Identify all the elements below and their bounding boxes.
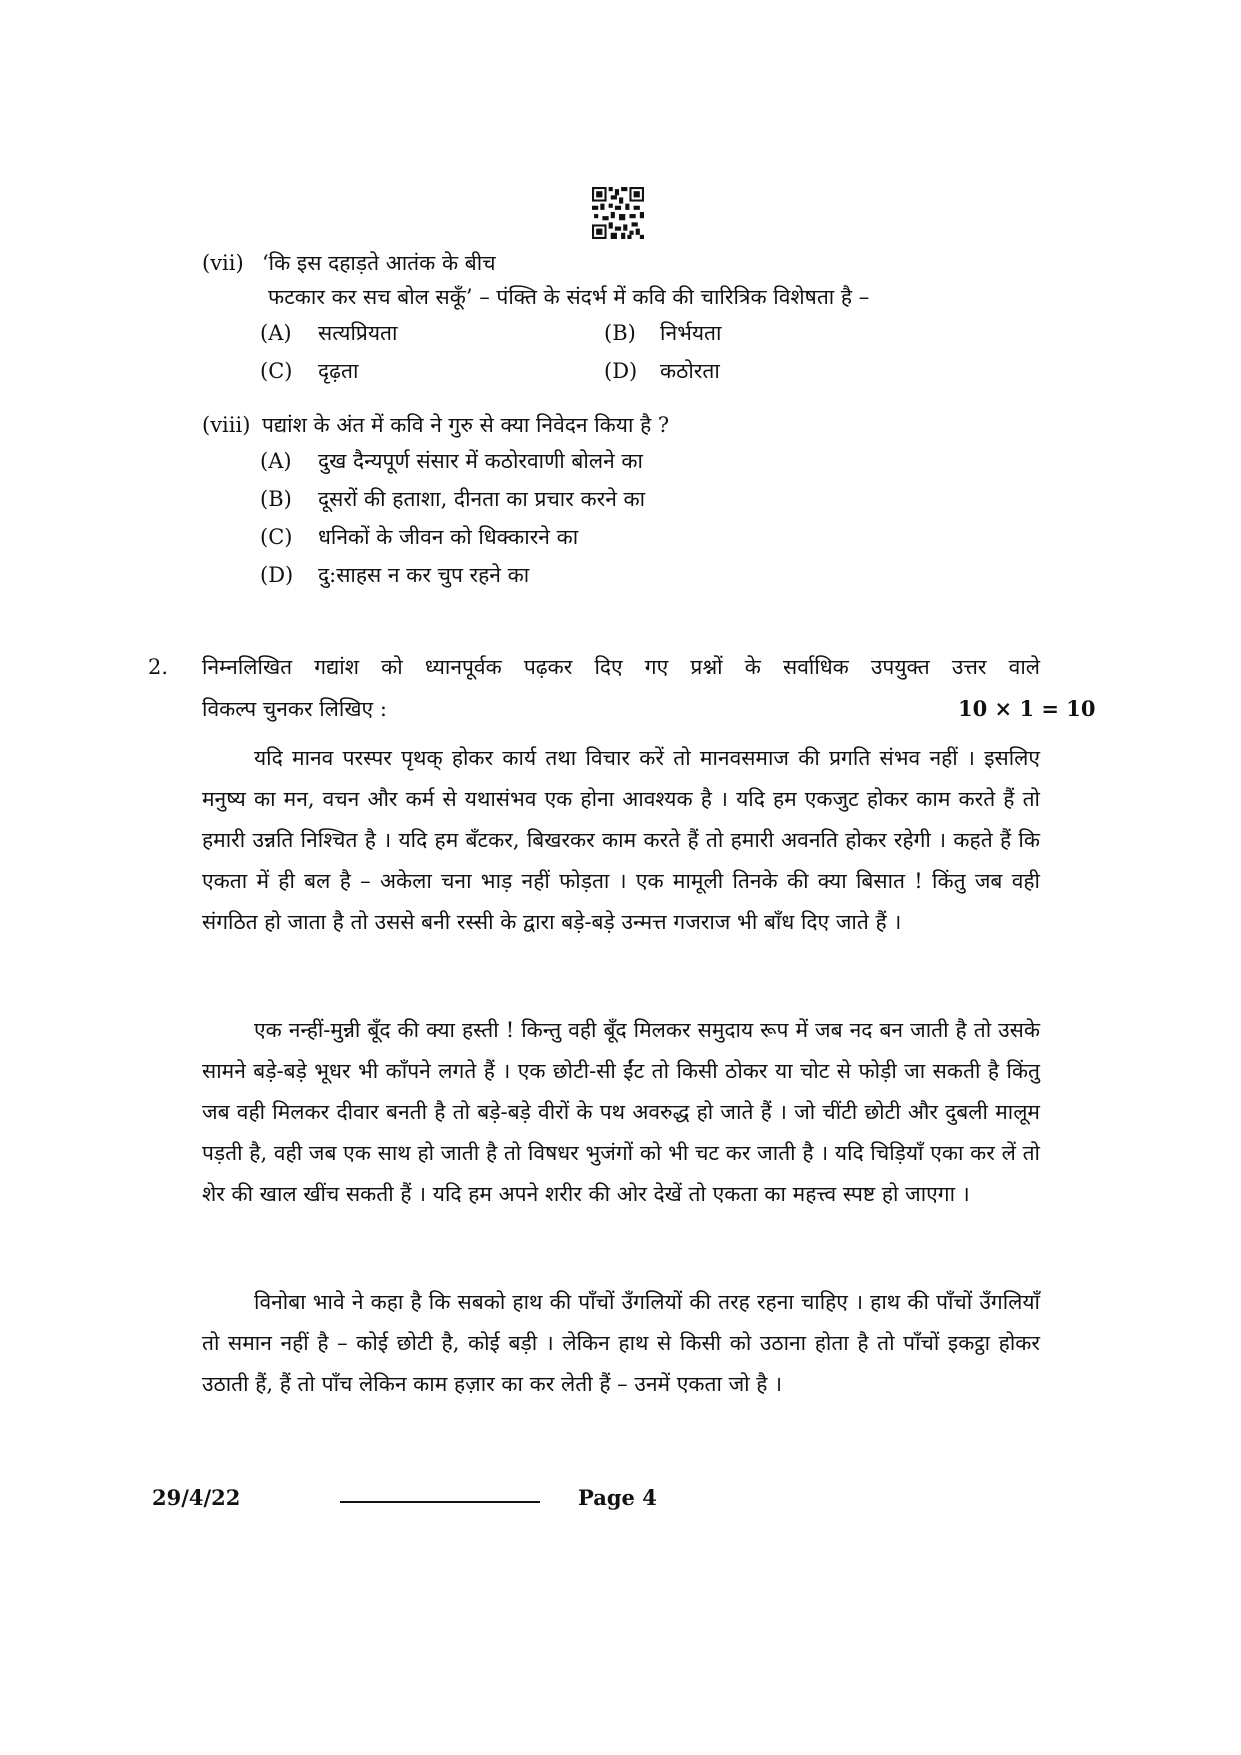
option-text: दु:साहस न कर चुप रहने का xyxy=(318,563,530,587)
passage-paragraph-3: विनोबा भावे ने कहा है कि सबको हाथ की पाँचों उँगलियों की तरह रहना चाहिए । हाथ की पाँचों उँगलियाँ तो समान नहीं है – कोई छोटी है, कोई बड़ी । लेकिन हाथ से किसी को उठाना होता है तो पाँचों इकट्ठा होकर उठाती हैं, हैं तो पाँच लेकिन काम हज़ार का कर लेती हैं – उनमें एकता जो है । xyxy=(202,1290,1040,1396)
option-label: (C) xyxy=(260,525,293,549)
option-text: धनिकों के जीवन को धिक्कारने का xyxy=(318,525,579,549)
option-text: दुख दैन्यपूर्ण संसार में कठोरवाणी बोलने का xyxy=(318,449,643,473)
question-2-marks: 10 × 1 = 10 xyxy=(958,696,1096,721)
option-label: (B) xyxy=(604,321,636,345)
option-text: सत्यप्रियता xyxy=(318,321,398,345)
option-label: (A) xyxy=(260,321,292,345)
question-2-instruction-line2: विकल्प चुनकर लिखिए : xyxy=(202,697,387,721)
option-text: निर्भयता xyxy=(660,321,722,345)
paper-code: 29/4/22 xyxy=(152,1485,241,1510)
question-vii-number: (vii) xyxy=(202,251,244,275)
passage-paragraph-2: एक नन्हीं-मुन्नी बूँद की क्या हस्ती ! किन्तु वही बूँद मिलकर समुदाय रूप में जब नद बन जाती है तो उसके सामने बड़े-बड़े भूधर भी काँपने लगते हैं । एक छोटी-सी ईंट तो किसी ठोकर या चोट से फोड़ी जा सकती है किंतु जब वही मिलकर दीवार बनती है तो बड़े-बड़े वीरों के पथ अवरुद्ध हो जाते हैं । जो चींटी छोटी और दुबली मालूम पड़ती है, वही जब एक साथ हो जाती है तो विषधर भुजंगों को भी चट कर जाती है । यदि चिड़ियाँ एका कर लें तो शेर की खाल खींच सकती हैं । यदि हम अपने शरीर की ओर देखें तो एकता का महत्त्व स्पष्ट हो जाएगा । xyxy=(202,1018,1040,1206)
option-text: दृढ़ता xyxy=(318,359,359,383)
option-label: (A) xyxy=(260,449,292,473)
question-vii-line1: ‘कि इस दहाड़ते आतंक के बीच xyxy=(262,251,496,275)
option-text: कठोरता xyxy=(660,359,720,383)
question-vii-line2: फटकार कर सच बोल सकूँ’ – पंक्ति के संदर्भ में कवि की चारित्रिक विशेषता है – xyxy=(268,285,870,309)
option-label: (B) xyxy=(260,487,292,511)
question-2-number: 2. xyxy=(148,655,169,679)
option-label: (C) xyxy=(260,359,293,383)
page-number: Page 4 xyxy=(578,1485,657,1510)
passage-paragraph-1: यदि मानव परस्पर पृथक् होकर कार्य तथा विचार करें तो मानवसमाज की प्रगति संभव नहीं । इसलिए मनुष्य का मन, वचन और कर्म से यथासंभव एक होना आवश्यक है । यदि हम एकजुट होकर काम करते हैं तो हमारी उन्नति निश्चित है । यदि हम बँटकर, बिखरकर काम करते हैं तो हमारी अवनति होकर रहेगी । कहते हैं कि एकता में ही बल है – अकेला चना भाड़ नहीं फोड़ता । एक मामूली तिनके की क्या बिसात ! किंतु जब वही संगठित हो जाता है तो उससे बनी रस्सी के द्वारा बड़े-बड़े उन्मत्त गजराज भी बाँध दिए जाते हैं । xyxy=(202,746,1040,934)
question-2-instruction-line1: निम्नलिखित गद्यांश को ध्यानपूर्वक पढ़कर दिए गए प्रश्नों के सर्वाधिक उपयुक्त उत्तर वाले xyxy=(202,655,1040,679)
option-text: दूसरों की हताशा, दीनता का प्रचार करने का xyxy=(318,487,646,511)
option-label: (D) xyxy=(604,359,638,383)
footer-divider xyxy=(340,1501,540,1503)
option-label: (D) xyxy=(260,563,294,587)
question-viii-number: (viii) xyxy=(202,413,251,437)
qr-code xyxy=(592,187,644,239)
question-viii-text: पद्यांश के अंत में कवि ने गुरु से क्या निवेदन किया है ? xyxy=(262,413,670,437)
